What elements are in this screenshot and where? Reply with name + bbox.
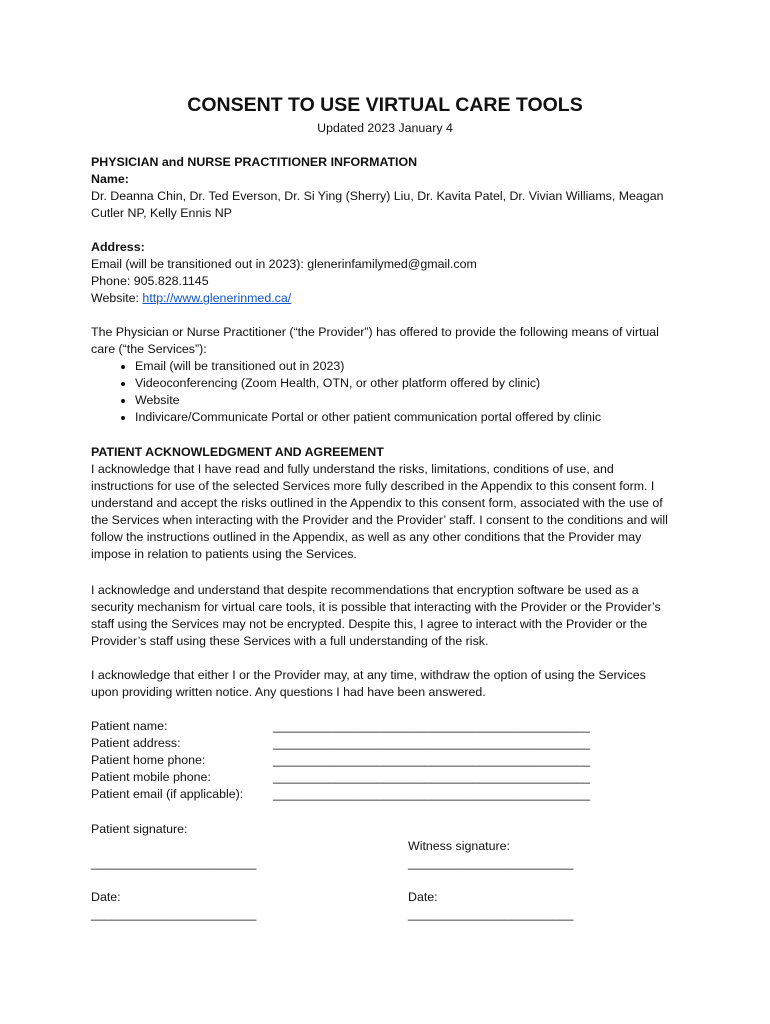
acknowledgment-para-3 — [91, 667, 691, 701]
witness-date-label: Date: — [408, 890, 438, 904]
patient-signature-label: Patient signature: — [91, 822, 188, 836]
patient-address-label: Patient address: — [91, 736, 181, 750]
ack-para-1-line: instructions for use of the selected Services more fully described in the Appendix to this consent form. I — [91, 479, 655, 493]
provider-names-line-2: Cutler NP, Kelly Ennis NP — [91, 206, 232, 220]
acknowledgment-para-2 — [91, 582, 691, 650]
ack-para-2-line: Provider’s staff using these Services with a full understanding of the risk. — [91, 634, 489, 648]
patient-signature-line[interactable]: ________________________ — [91, 856, 257, 870]
services-intro-line-1: The Physician or Nurse Practitioner (“the Provider”) has offered to provide the following means of virtual — [91, 325, 659, 339]
patient-email-label: Patient email (if applicable): — [91, 787, 244, 801]
address-label: Address: — [91, 240, 145, 254]
patient-name-label: Patient name: — [91, 719, 168, 733]
ack-para-1-line: impose in relation to patients using the Services. — [91, 547, 357, 561]
services-list-item: • Website — [135, 392, 691, 409]
website-link[interactable]: http://www.glenerinmed.ca/ — [142, 291, 292, 305]
ack-para-1-line: I acknowledge that I have read and fully understand the risks, limitations, conditions of use, and — [91, 462, 614, 476]
address-section — [91, 239, 691, 307]
patient-email-line[interactable]: ______________________________________________ — [273, 787, 590, 801]
email-line: Email (will be transitioned out in 2023): glenerinfamilymed@gmail.com — [91, 257, 477, 271]
patient-date-label: Date: — [91, 890, 121, 904]
patient-date-line[interactable]: ________________________ — [91, 907, 257, 921]
patient-name-row — [91, 718, 691, 735]
provider-info-section — [91, 154, 691, 222]
patient-home-phone-row — [91, 752, 691, 769]
services-list-item: • Email (will be transitioned out in 2023) — [135, 358, 691, 375]
ack-para-2-line: staff using the Services may not be encrypted. Despite this, I agree to interact with the Provider or the — [91, 617, 648, 631]
services-intro-line-2: care (“the Services”): — [91, 342, 207, 356]
ack-para-1-line: follow the instructions outlined in the Appendix, as well as any other conditions that the Provider may — [91, 530, 642, 544]
ack-para-1-line: the Services when interacting with the Provider and the Provider’ staff. I consent to the conditions and will — [91, 513, 668, 527]
patient-mobile-phone-row — [91, 769, 691, 786]
witness-signature-line[interactable]: ________________________ — [408, 856, 574, 870]
patient-address-row — [91, 735, 691, 752]
name-label: Name: — [91, 172, 129, 186]
phone-line: Phone: 905.828.1145 — [91, 274, 209, 288]
website-prefix: Website: — [91, 291, 143, 305]
patient-mobile-phone-label: Patient mobile phone: — [91, 770, 211, 784]
provider-names-line-1: Dr. Deanna Chin, Dr. Ted Everson, Dr. Si Ying (Sherry) Liu, Dr. Kavita Patel, Dr. Vivian Williams, Meagan — [91, 189, 664, 203]
patient-name-line[interactable]: ______________________________________________ — [273, 719, 590, 733]
ack-para-2-line: security mechanism for virtual care tools, it is possible that interacting with the Provider or the Provider’s — [91, 600, 661, 614]
services-list-item: • Videoconferencing (Zoom Health, OTN, or other platform offered by clinic) — [135, 375, 691, 392]
patient-home-phone-line[interactable]: ______________________________________________ — [273, 753, 590, 767]
patient-fields — [91, 718, 691, 803]
patient-mobile-phone-line[interactable]: ______________________________________________ — [273, 770, 590, 784]
ack-para-2-line: I acknowledge and understand that despite recommendations that encryption software be used as a — [91, 583, 639, 597]
updated-date: Updated 2023 January 4 — [317, 121, 453, 135]
services-list-item: • Indivicare/Communicate Portal or other patient communication portal offered by clinic — [135, 409, 691, 426]
acknowledgment-section — [91, 444, 691, 563]
ack-para-1-line: understand and accept the risks outlined in the Appendix to this consent form, associated with the use of — [91, 496, 663, 510]
document-title: CONSENT TO USE VIRTUAL CARE TOOLS — [187, 94, 583, 116]
acknowledgment-heading: PATIENT ACKNOWLEDGMENT AND AGREEMENT — [91, 445, 384, 459]
ack-para-3-line: I acknowledge that either I or the Provider may, at any time, withdraw the option of using the Services — [91, 668, 646, 682]
website-line — [91, 290, 691, 307]
ack-para-3-line: upon providing written notice. Any questions I had have been answered. — [91, 685, 486, 699]
provider-info-heading: PHYSICIAN and NURSE PRACTITIONER INFORMATION — [91, 155, 418, 169]
services-section — [91, 324, 691, 426]
patient-email-row — [91, 786, 691, 803]
services-list — [91, 358, 691, 426]
patient-address-line[interactable]: ______________________________________________ — [273, 736, 590, 750]
witness-date-line[interactable]: ________________________ — [408, 907, 574, 921]
witness-signature-label: Witness signature: — [408, 839, 510, 853]
patient-home-phone-label: Patient home phone: — [91, 753, 206, 767]
